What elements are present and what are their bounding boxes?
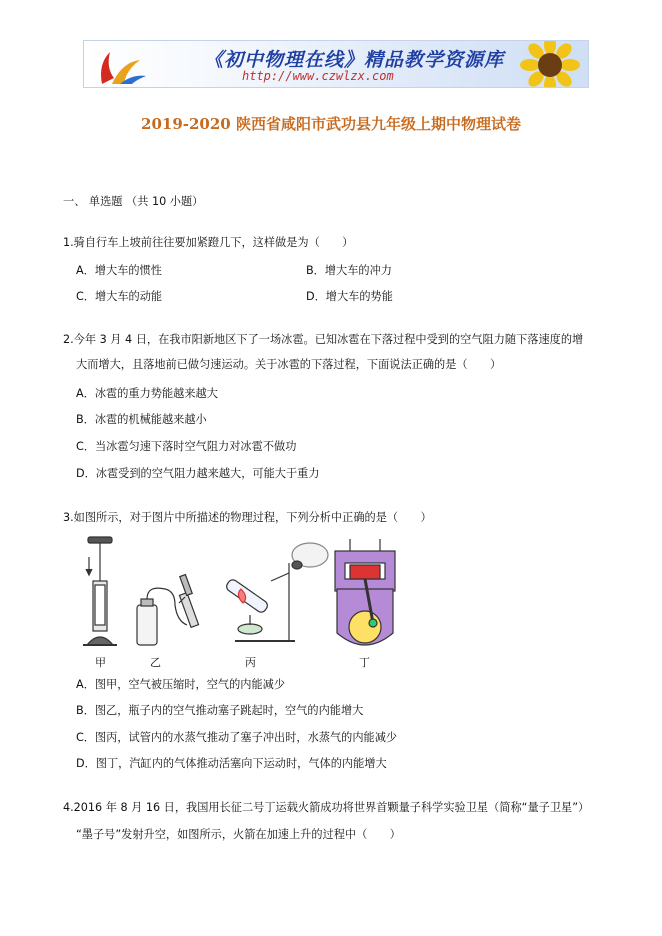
question-2-option-c: C．当冰雹匀速下落时空气阻力对冰雹不做功 (76, 440, 297, 453)
question-1-option-d: D．增大车的势能 (306, 290, 393, 303)
figure-label-bing: 丙 (245, 656, 256, 669)
figure-label-jia: 甲 (95, 656, 106, 669)
question-3-option-b: B．图乙，瓶子内的空气推动塞子跳起时，空气的内能增大 (76, 704, 364, 717)
question-2-option-d: D．冰雹受到的空气阻力越来越大，可能大于重力 (76, 467, 320, 480)
figure-jia-compression-cylinder (83, 537, 117, 645)
question-4-stem-line-2: “墨子号”发射升空，如图所示，火箭在加速上升的过程中（ ） (76, 828, 401, 841)
section-heading: 一、 单选题 （共 10 小题） (63, 195, 204, 208)
question-1-option-a: A．增大车的惯性 (76, 264, 162, 277)
figure-label-ding: 丁 (359, 656, 370, 669)
question-1-stem: 1.骑自行车上坡前往往要加紧蹬几下，这样做是为（ ） (63, 236, 354, 249)
banner-url: http://www.czwlzx.com (242, 69, 394, 83)
figure-label-yi: 乙 (150, 656, 161, 669)
sunflower-icon (514, 40, 586, 88)
question-1-option-c: C．增大车的动能 (76, 290, 163, 303)
banner-title: 《初中物理在线》精品教学资源库 (204, 49, 505, 71)
question-3-option-c: C．图丙，试管内的水蒸气推动了塞子冲出时，水蒸气的内能减少 (76, 731, 398, 744)
question-3-stem: 3.如图所示，对于图片中所描述的物理过程，下列分析中正确的是（ ） (63, 511, 432, 524)
question-2-stem-line-1: 2.今年 3 月 4 日，在我市阳新地区下了一场冰雹。已知冰雹在下落过程中受到的空气阻力随下落速度的增 (63, 333, 584, 346)
header-banner (83, 40, 589, 88)
question-3-option-d: D．图丁，汽缸内的气体推动活塞向下运动时，气体的内能增大 (76, 757, 387, 770)
question-2-option-b: B．冰雹的机械能越来越小 (76, 413, 207, 426)
page-title: 2019-2020 陕西省咸阳市武功县九年级上期中物理试卷 (141, 115, 521, 133)
question-3-figure (75, 533, 425, 675)
figure-yi-bottle-pump (137, 575, 199, 645)
question-1-option-b: B．增大车的冲力 (306, 264, 392, 277)
question-2-stem-line-2: 大而增大，且落地前已做匀速运动。关于冰雹的下落过程，下面说法正确的是（ ） (76, 358, 502, 371)
figure-ding-engine (335, 539, 395, 645)
site-logo (92, 44, 152, 86)
question-2-option-a: A．冰雹的重力势能越来越大 (76, 387, 218, 400)
question-3-option-a: A．图甲，空气被压缩时，空气的内能减少 (76, 678, 286, 691)
question-4-stem-line-1: 4.2016 年 8 月 16 日，我国用长征二号丁运载火箭成功将世界首颗量子科学实验卫星（简称“量子卫星”） (63, 801, 590, 814)
figure-bing-test-tube (225, 543, 328, 641)
